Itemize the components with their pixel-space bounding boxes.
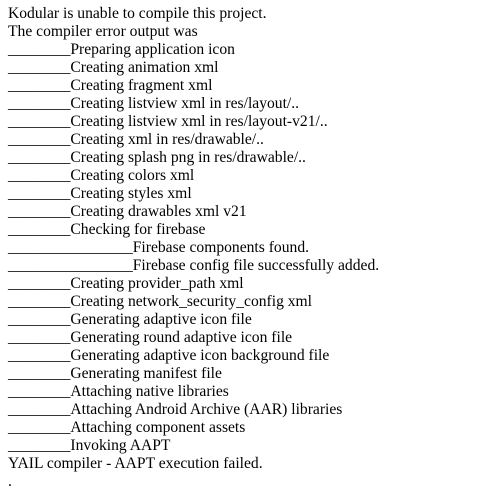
compiler-error-log (8, 5, 494, 491)
log-line: ________Creating drawables xml v21 (8, 203, 247, 220)
log-line: ________Attaching native libraries (8, 383, 229, 400)
log-line: ________Attaching Android Archive (AAR) libraries (8, 401, 343, 418)
log-line: ________Generating manifest file (8, 365, 222, 382)
log-line: ________Creating fragment xml (8, 77, 213, 94)
log-line: ________Attaching component assets (8, 419, 246, 436)
log-line-nested: ________________Firebase config file successfully added. (8, 257, 380, 274)
log-line: ________Invoking AAPT (8, 437, 171, 454)
log-line-error: YAIL compiler - AAPT execution failed. (8, 455, 263, 472)
log-line: ________Creating listview xml in res/layout/.. (8, 95, 300, 112)
log-line: ________Generating round adaptive icon file (8, 329, 293, 346)
log-line: ________Generating adaptive icon background file (8, 347, 330, 364)
log-line: ________Creating styles xml (8, 185, 192, 202)
log-line: ________Creating provider_path xml (8, 275, 244, 292)
log-line-nested: ________________Firebase components found. (8, 239, 310, 256)
log-line: ________Creating colors xml (8, 167, 195, 184)
log-line-header: Kodular is unable to compile this project. (8, 5, 267, 22)
log-line: ________Creating xml in res/drawable/.. (8, 131, 264, 148)
log-line: ________Creating listview xml in res/layout-v21/.. (8, 113, 328, 130)
log-line: ________Checking for firebase (8, 221, 206, 238)
log-line: ________Creating splash png in res/drawable/.. (8, 149, 306, 166)
log-line: ________Preparing application icon (8, 41, 235, 58)
log-line-terminator: . (8, 473, 12, 490)
log-line: ________Creating animation xml (8, 59, 219, 76)
log-line: ________Generating adaptive icon file (8, 311, 252, 328)
log-line-subheader: The compiler error output was (8, 23, 198, 40)
log-line: ________Creating network_security_config xml (8, 293, 313, 310)
